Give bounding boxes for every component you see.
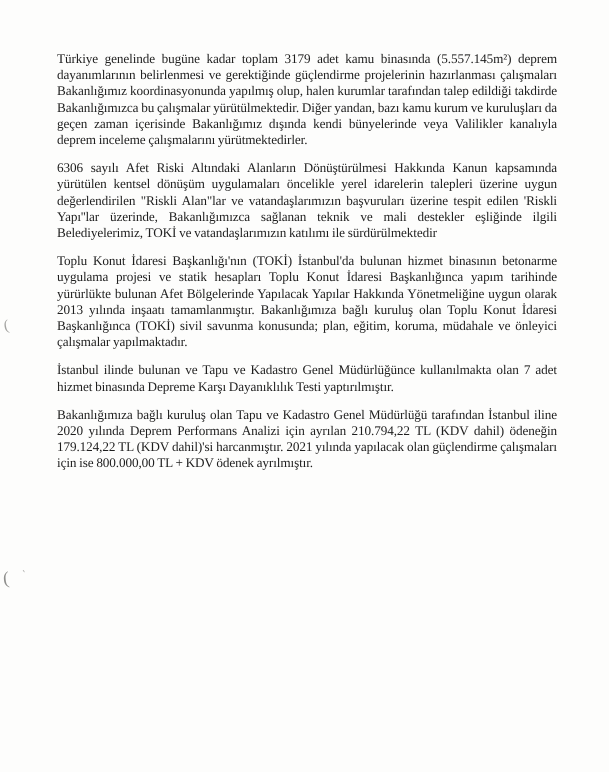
paragraph-law-6306-urban-transformation: 6306 sayılı Afet Riski Altındaki Alanların Dönüştürülmesi Hakkında Kanun kapsamında yürütülen kentsel dönüşüm uygulamaları öncelikle yerel idarelerin talepleri üzerine uygun değerlendirilen "Riskli Alan"lar ve vatandaşlarımızın başvuruları üzerine tespit edilen 'Riskli Yapı''lar üzerinde, Bakanlığımızca sağlanan teknik ve mali destekler eşliğinde ilgili Belediyelerimiz, TOKİ ve vatandaşlarımızın katılımı ile sürdürülmektedir bbox=[57, 160, 557, 241]
document-body bbox=[57, 51, 557, 484]
paragraph-public-buildings-earthquake-survey: Türkiye genelinde bugüne kadar toplam 3179 adet kamu binasında (5.557.145m²) deprem dayanımlarının belirlenmesi ve gerektiğinde güçlendirme projelerinin hazırlanması çalışmaları Bakanlığımız koordinasyonunda yapılmış olup, halen kurumlar tarafından talep edildiği takdirde Bakanlığımızca bu çalışmalar yürütülmektedir. Diğer yandan, bazı kamu kurum ve kuruluşları da geçen zaman içerisinde Bakanlığımız dışında kendi bünyelerinde veya Valilikler kanalıyla deprem inceleme çalışmalarını yürütmektedirler. bbox=[57, 51, 557, 148]
paragraph-tapu-kadastro-durability-test: İstanbul ilinde bulunan ve Tapu ve Kadastro Genel Müdürlüğünce kullanılmakta olan 7 adet hizmet binasında Depreme Karşı Dayanıklılık Testi yaptırılmıştır. bbox=[57, 362, 557, 394]
scan-artifact-paren-bottom-left: ( bbox=[1, 567, 10, 589]
paragraph-budget-allocations: Bakanlığımıza bağlı kuruluş olan Tapu ve Kadastro Genel Müdürlüğü tarafından İstanbul iline 2020 yılında Deprem Performans Analizi için ayrılan 210.794,22 TL (KDV dahil) ödeneğin 179.124,22 TL (KDV dahil)'si harcanmıştır. 2021 yılında yapılacak olan güçlendirme çalışmaları için ise 800.000,00 TL + KDV ödenek ayrılmıştır. bbox=[57, 406, 557, 471]
scan-artifact-paren-mid-left: ( bbox=[2, 317, 11, 335]
scan-artifact-tick-bottom-left: ` bbox=[19, 568, 27, 582]
paragraph-toki-service-building: Toplu Konut İdaresi Başkanlığı'nın (TOKİ) İstanbul'da bulunan hizmet binasının betonarme uygulama projesi ve statik hesapları Toplu Konut İdaresi Başkanlığınca yapım tarihinde yürürlükte bulunan Afet Bölgelerinde Yapılacak Yapılar Hakkında Yönetmeliğine uygun olarak 2013 yılında inşaatı tamamlanmıştır. Bakanlığımıza bağlı kuruluş olan Toplu Konut İdaresi Başkanlığınca (TOKİ) sivil savunma konusunda; plan, eğitim, koruma, müdahale ve önleyici çalışmalar yapılmaktadır. bbox=[57, 253, 557, 350]
